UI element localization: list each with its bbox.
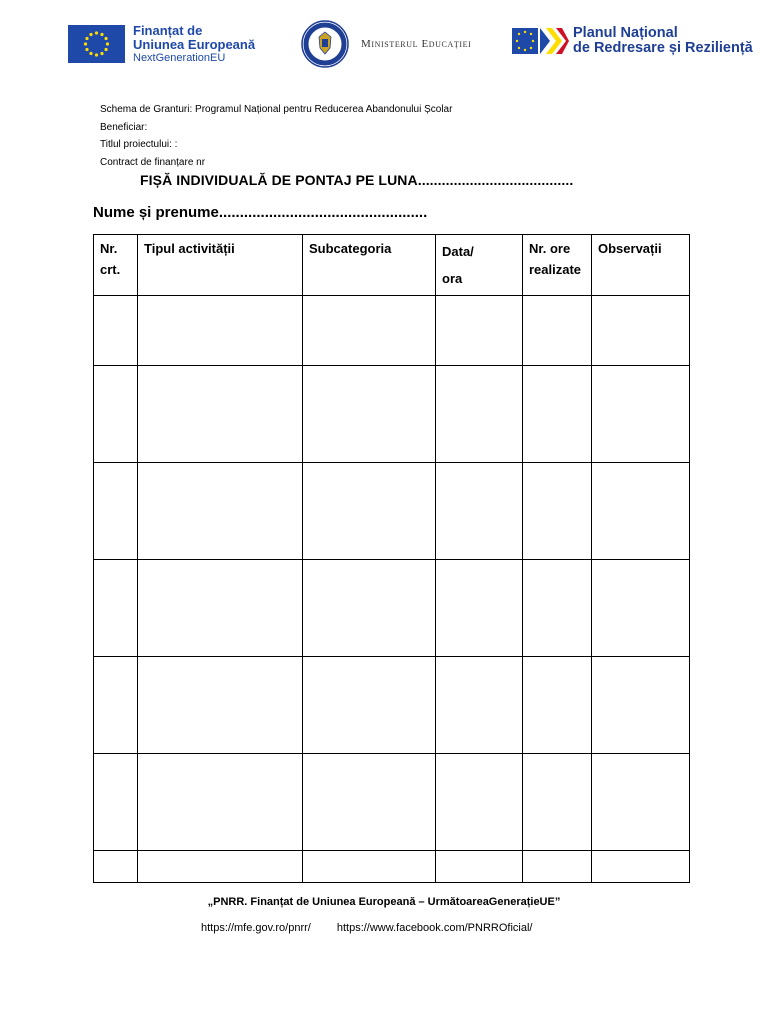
table-row bbox=[94, 754, 690, 851]
table-cell[interactable] bbox=[592, 296, 690, 366]
table-cell[interactable] bbox=[436, 463, 523, 560]
project-info bbox=[100, 103, 452, 173]
table-cell[interactable] bbox=[94, 754, 138, 851]
name-field-line: Nume și prenume.................................................. bbox=[93, 204, 428, 221]
header-date-time: Data/ ora bbox=[436, 235, 523, 296]
table-cell[interactable] bbox=[523, 560, 592, 657]
table-cell[interactable] bbox=[592, 754, 690, 851]
table-cell[interactable] bbox=[303, 560, 436, 657]
table-cell[interactable] bbox=[94, 560, 138, 657]
table-cell[interactable] bbox=[138, 754, 303, 851]
header-observations: Observații bbox=[592, 235, 690, 296]
header-nr-crt: Nr. crt. bbox=[94, 235, 138, 296]
table-cell[interactable] bbox=[592, 851, 690, 883]
beneficiary-line: Beneficiar: bbox=[100, 121, 148, 133]
table-header-row bbox=[94, 235, 690, 296]
timesheet-table bbox=[93, 234, 690, 883]
table-cell[interactable] bbox=[94, 296, 138, 366]
table-cell[interactable] bbox=[592, 560, 690, 657]
table-cell[interactable] bbox=[436, 657, 523, 754]
table-row bbox=[94, 366, 690, 463]
table-cell[interactable] bbox=[523, 366, 592, 463]
footer-slogan: „PNRR. Finanțat de Uniunea Europeană – UrmătoareaGenerațieUE” bbox=[207, 896, 561, 908]
table-cell[interactable] bbox=[592, 657, 690, 754]
footer-links bbox=[201, 922, 532, 934]
table-row bbox=[94, 296, 690, 366]
pnrr-logo-line2: de Redresare și Reziliență bbox=[573, 40, 753, 57]
table-cell[interactable] bbox=[94, 657, 138, 754]
table-cell[interactable] bbox=[303, 657, 436, 754]
table-row bbox=[94, 851, 690, 883]
table-row bbox=[94, 657, 690, 754]
table-row bbox=[94, 463, 690, 560]
table-cell[interactable] bbox=[523, 463, 592, 560]
contract-line: Contract de finanțare nr bbox=[100, 156, 206, 168]
header-activity-type: Tipul activității bbox=[138, 235, 303, 296]
table-cell[interactable] bbox=[138, 366, 303, 463]
pnrr-logo-line1: Planul Național bbox=[573, 25, 678, 41]
eu-funding-logo bbox=[68, 25, 255, 65]
eu-logo-line1: Finanțat de bbox=[133, 23, 203, 38]
table-cell[interactable] bbox=[436, 851, 523, 883]
grant-scheme-line: Schema de Granturi: Programul Național pentru Reducerea Abandonului Școlar bbox=[100, 104, 453, 115]
table-cell[interactable] bbox=[436, 366, 523, 463]
table-cell[interactable] bbox=[138, 851, 303, 883]
table-cell[interactable] bbox=[94, 463, 138, 560]
table-cell[interactable] bbox=[523, 851, 592, 883]
ministry-logo bbox=[301, 20, 471, 68]
table-cell[interactable] bbox=[303, 366, 436, 463]
table-cell[interactable] bbox=[523, 657, 592, 754]
table-cell[interactable] bbox=[303, 754, 436, 851]
table-cell[interactable] bbox=[436, 560, 523, 657]
table-cell[interactable] bbox=[138, 657, 303, 754]
table-cell[interactable] bbox=[138, 560, 303, 657]
table-cell[interactable] bbox=[94, 366, 138, 463]
table-cell[interactable] bbox=[303, 296, 436, 366]
header-subcategory: Subcategoria bbox=[303, 235, 436, 296]
mfe-pnrr-link[interactable]: https://mfe.gov.ro/pnrr/ bbox=[201, 922, 311, 934]
eu-logo-line3: NextGenerationEU bbox=[133, 52, 226, 65]
table-cell[interactable] bbox=[94, 851, 138, 883]
facebook-pnrr-link[interactable]: https://www.facebook.com/PNRROficial/ bbox=[336, 922, 533, 934]
table-cell[interactable] bbox=[592, 366, 690, 463]
table-cell[interactable] bbox=[436, 296, 523, 366]
header-hours: Nr. ore realizate bbox=[523, 235, 592, 296]
government-seal-icon bbox=[301, 20, 349, 68]
table-cell[interactable] bbox=[303, 463, 436, 560]
eu-flag-icon bbox=[68, 25, 125, 63]
table-cell[interactable] bbox=[523, 754, 592, 851]
form-title: FIȘĂ INDIVIDUALĂ DE PONTAJ PE LUNA....................................... bbox=[140, 172, 574, 188]
eu-logo-line2: Uniunea Europeană bbox=[133, 36, 256, 52]
table-cell[interactable] bbox=[436, 754, 523, 851]
table-cell[interactable] bbox=[138, 463, 303, 560]
table-cell[interactable] bbox=[592, 463, 690, 560]
table-row bbox=[94, 560, 690, 657]
ministry-name: Ministerul Educației bbox=[361, 38, 472, 50]
table-cell[interactable] bbox=[138, 296, 303, 366]
project-title-line: Titlul proiectului: : bbox=[100, 139, 178, 150]
pnrr-flag-icon bbox=[512, 26, 569, 56]
table-cell[interactable] bbox=[303, 851, 436, 883]
table-cell[interactable] bbox=[523, 296, 592, 366]
pnrr-logo bbox=[512, 26, 753, 56]
